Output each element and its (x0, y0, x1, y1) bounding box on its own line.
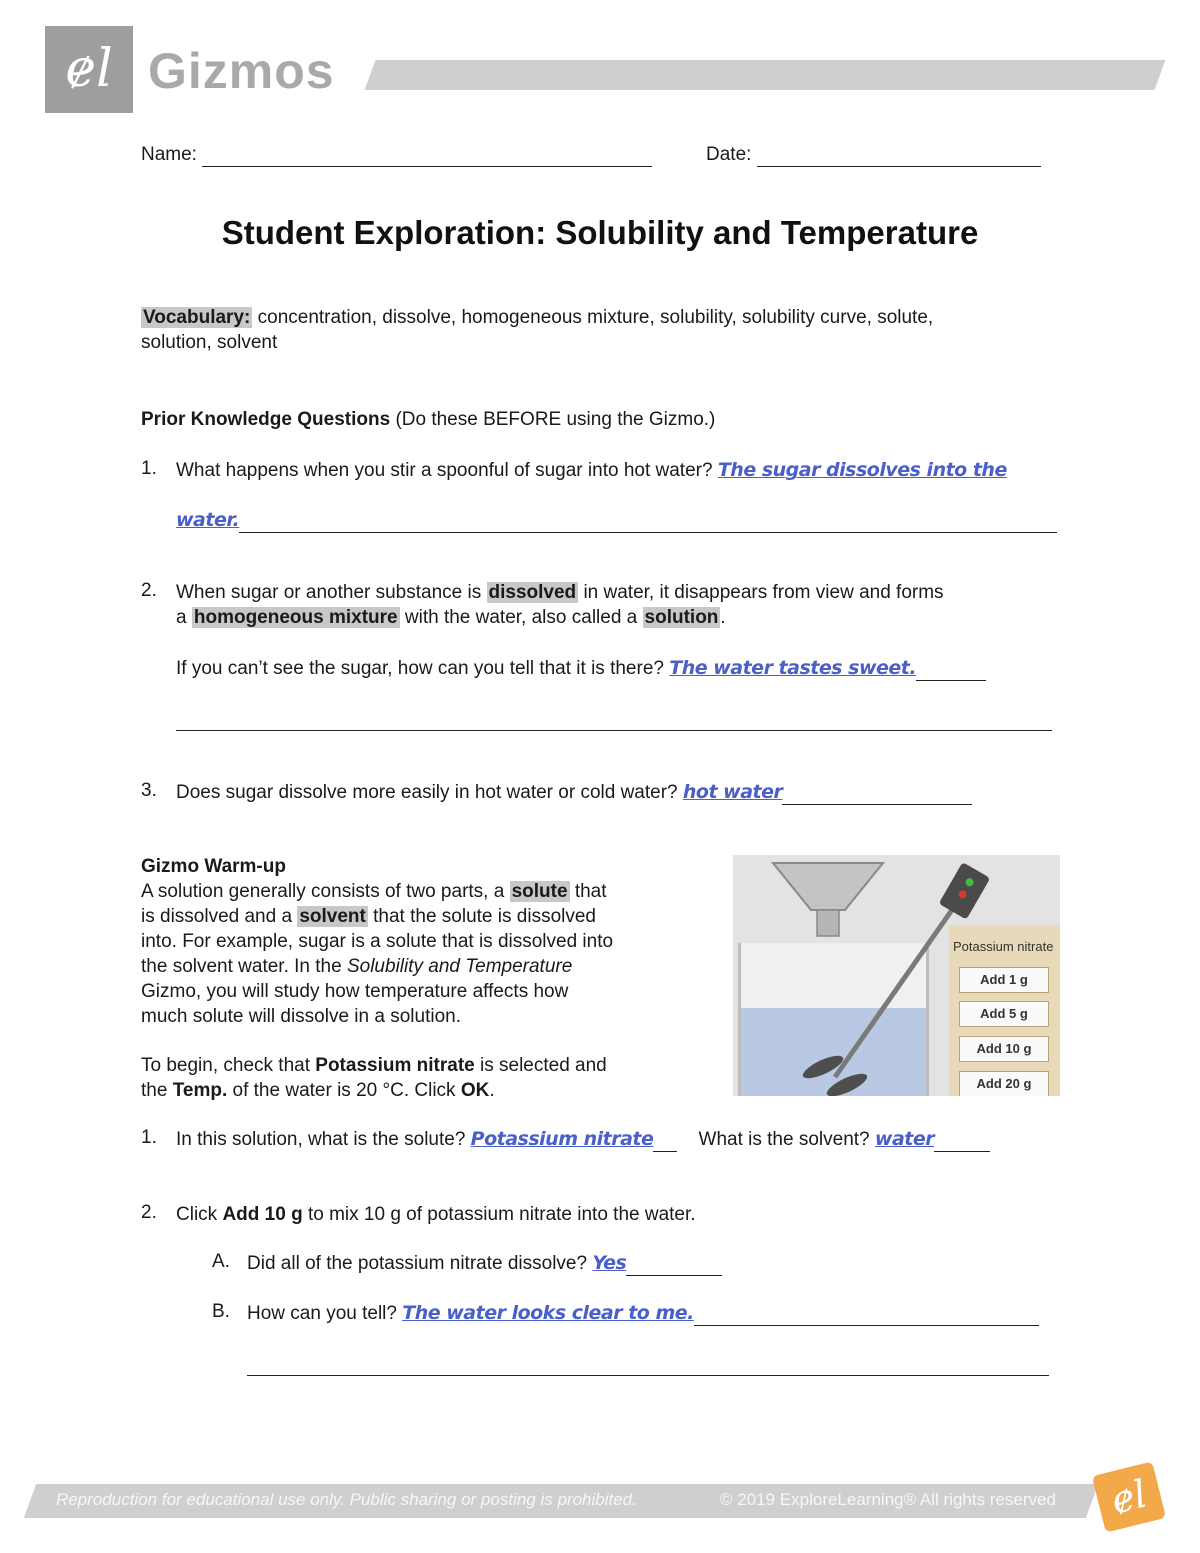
warmup-text: into. For example, sugar is a solute that is dissolved into (141, 931, 614, 952)
prior-knowledge-subtitle: (Do these BEFORE using the Gizmo.) (395, 409, 716, 430)
warmup-text: To begin, check that (141, 1055, 310, 1076)
name-field[interactable] (141, 142, 652, 167)
question-text: a (176, 607, 187, 628)
handwritten-answer[interactable]: The sugar dissolves into the (717, 459, 1007, 481)
explorelearning-footer-logo: ɇl (1092, 1461, 1166, 1532)
question-number: 2. (141, 580, 157, 601)
date-blank[interactable] (757, 146, 1041, 167)
keyword-solution: solution (644, 607, 719, 628)
prior-question-2-sub (176, 656, 986, 681)
vocabulary-line2: solution, solvent (141, 332, 278, 353)
answer-blank[interactable] (782, 784, 972, 805)
question-text: If you can’t see the sugar, how can you tell that it is there? (176, 658, 664, 679)
answer-blank[interactable] (247, 1355, 1049, 1376)
keyword-ok: OK (460, 1080, 490, 1101)
gizmos-brand: Gizmos (148, 43, 335, 99)
answer-blank[interactable] (239, 512, 1057, 533)
question-text: Does sugar dissolve more easily in hot water or cold water? (176, 782, 678, 803)
controller-icon (939, 862, 991, 920)
keyword-homogeneous-mixture: homogeneous mixture (193, 607, 398, 628)
vocabulary-label: Vocabulary: (143, 307, 251, 328)
solute-panel (949, 925, 1060, 1096)
warmup-question-2 (176, 1202, 696, 1227)
warmup-text: that the solute is dissolved (373, 906, 596, 927)
panel-label: Potassium nitrate (953, 939, 1054, 954)
sub-question-letter: B. (212, 1301, 230, 1322)
question-text: . (720, 607, 726, 628)
answer-blank[interactable] (694, 1305, 1039, 1326)
vocabulary-line1: concentration, dissolve, homogeneous mixture, solubility, solubility curve, solute, (257, 307, 934, 328)
handwritten-answer[interactable]: water (874, 1128, 935, 1150)
answer-blank[interactable] (176, 710, 1052, 731)
question-text: What happens when you stir a spoonful of sugar into hot water? (176, 460, 713, 481)
add-20g-button[interactable]: Add 20 g (959, 1071, 1049, 1096)
answer-blank[interactable] (916, 660, 986, 681)
warmup-text: much solute will dissolve in a solution. (141, 1006, 461, 1027)
prior-knowledge-title: Prior Knowledge Questions (141, 409, 391, 430)
warmup-text: that (574, 881, 607, 902)
keyword-solute: solute (511, 881, 568, 902)
question-text: When sugar or another substance is (176, 582, 482, 603)
name-blank[interactable] (202, 146, 652, 167)
prior-knowledge-heading (141, 407, 715, 432)
keyword-add-10g: Add 10 g (222, 1204, 303, 1225)
warmup-section (141, 854, 701, 1103)
keyword-solvent: solvent (299, 906, 366, 927)
answer-blank[interactable] (653, 1131, 677, 1152)
header-bar (365, 60, 1166, 90)
handwritten-answer[interactable]: The water tastes sweet. (669, 657, 917, 679)
handwritten-answer[interactable]: Potassium nitrate (470, 1128, 654, 1150)
warmup-text: the solvent water. In the (141, 956, 342, 977)
date-field[interactable] (706, 142, 1041, 167)
warmup-text: . (489, 1080, 495, 1101)
prior-question-1 (176, 458, 1066, 483)
date-label: Date: (706, 144, 752, 165)
question-number: 3. (141, 780, 157, 801)
handwritten-answer[interactable]: The water looks clear to me. (402, 1302, 694, 1324)
gizmo-screenshot (733, 855, 1060, 1096)
explorelearning-logo: ɇl (45, 26, 133, 113)
warmup-text: is selected and (480, 1055, 607, 1076)
add-10g-button[interactable]: Add 10 g (959, 1036, 1049, 1062)
vocabulary (141, 305, 1061, 355)
prior-question-2 (176, 580, 1066, 630)
question-text: Click (176, 1204, 218, 1225)
handwritten-answer[interactable]: Yes (592, 1252, 627, 1274)
keyword-dissolved: dissolved (488, 582, 577, 603)
gizmo-name: Solubility and Temperature (346, 956, 573, 977)
answer-blank[interactable] (626, 1255, 722, 1276)
warmup-text: A solution generally consists of two parts, a (141, 881, 505, 902)
keyword-temp: Temp. (172, 1080, 228, 1101)
question-text: Did all of the potassium nitrate dissolve? (247, 1253, 588, 1274)
warmup-text: of the water is 20 °C. Click (232, 1080, 456, 1101)
warmup-question-2b (247, 1301, 1039, 1326)
warmup-text: Gizmo, you will study how temperature affects how (141, 981, 569, 1002)
warmup-text: the (141, 1080, 168, 1101)
prior-question-3 (176, 780, 972, 805)
question-number: 1. (141, 1127, 157, 1148)
question-text: How can you tell? (247, 1303, 397, 1324)
warmup-text: is dissolved and a (141, 906, 293, 927)
question-text: What is the solvent? (698, 1129, 870, 1150)
question-number: 2. (141, 1202, 157, 1223)
question-text: in water, it disappears from view and forms (583, 582, 944, 603)
propeller-blade (824, 1069, 870, 1096)
sub-question-letter: A. (212, 1251, 230, 1272)
footer-copyright: © 2019 ExploreLearning® All rights reserved (720, 1490, 1056, 1509)
stirrer-rod (835, 897, 961, 1077)
question-number: 1. (141, 458, 157, 479)
add-5g-button[interactable]: Add 5 g (959, 1001, 1049, 1027)
warmup-question-1 (176, 1127, 990, 1152)
answer-blank[interactable] (934, 1131, 990, 1152)
handwritten-answer[interactable]: hot water (682, 781, 783, 803)
warmup-heading: Gizmo Warm-up (141, 856, 286, 877)
question-text: with the water, also called a (404, 607, 638, 628)
footer-notice: Reproduction for educational use only. Public sharing or posting is prohibited. (56, 1490, 637, 1509)
prior-question-1-line2[interactable] (176, 508, 1057, 533)
page-title: Student Exploration: Solubility and Temperature (221, 214, 979, 251)
name-label: Name: (141, 144, 197, 165)
add-1g-button[interactable]: Add 1 g (959, 967, 1049, 993)
keyword-potassium-nitrate: Potassium nitrate (315, 1055, 475, 1076)
question-text: In this solution, what is the solute? (176, 1129, 466, 1150)
warmup-question-2a (247, 1251, 722, 1276)
handwritten-answer[interactable]: water. (176, 509, 240, 531)
question-text: to mix 10 g of potassium nitrate into the water. (307, 1204, 696, 1225)
